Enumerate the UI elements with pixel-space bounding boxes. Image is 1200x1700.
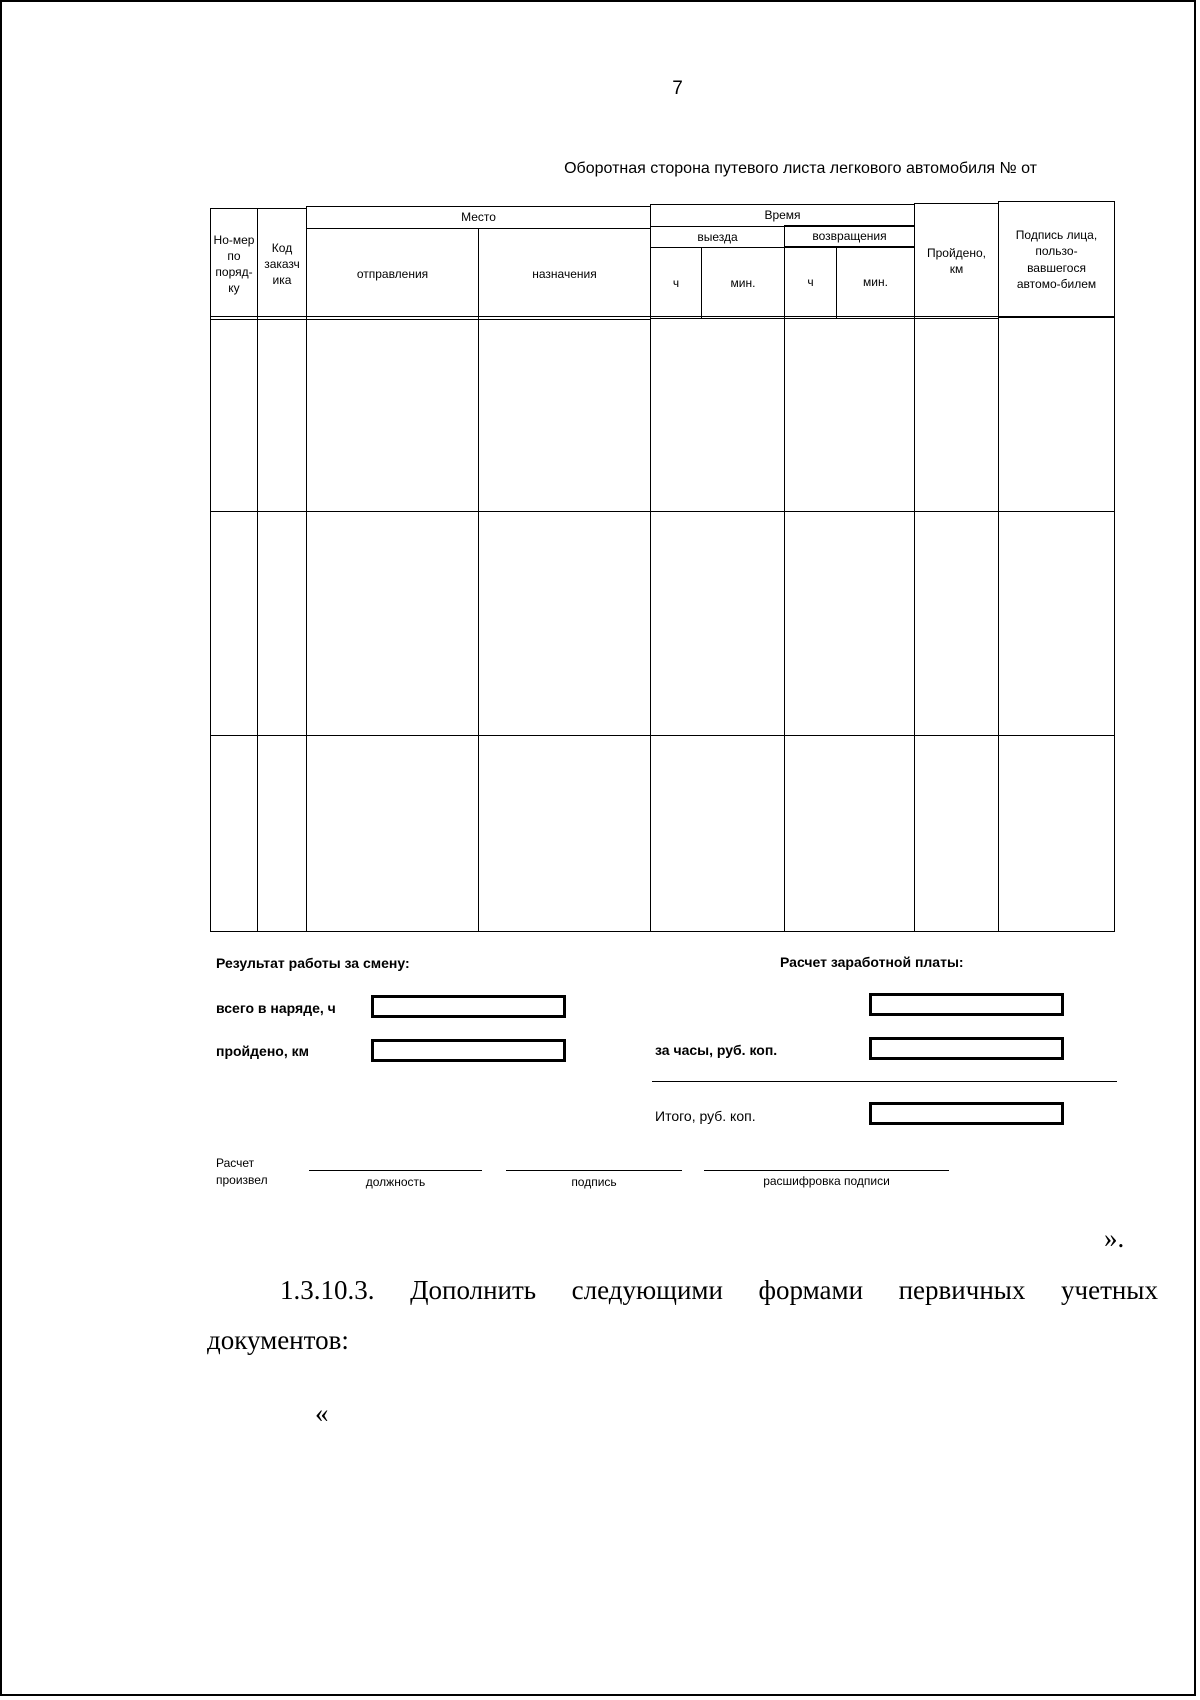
table-cell[interactable] bbox=[914, 735, 999, 932]
distance-label: пройдено, км bbox=[216, 1043, 309, 1059]
form-title: Оборотная сторона путевого листа легкового автомобиля № от bbox=[564, 160, 1037, 177]
opening-quote: « bbox=[315, 1398, 329, 1428]
table-cell[interactable] bbox=[257, 316, 307, 512]
header-row-number: Но-мер по поряд-ку bbox=[210, 208, 258, 320]
table-cell[interactable] bbox=[478, 511, 651, 736]
header-leave-hours: ч bbox=[650, 247, 702, 319]
signoff-label-line2: произвел bbox=[216, 1173, 268, 1188]
table-cell[interactable] bbox=[914, 316, 999, 512]
table-cell[interactable] bbox=[998, 735, 1115, 932]
header-time: Время bbox=[650, 204, 915, 227]
table-cell[interactable] bbox=[650, 511, 785, 736]
total-hours-field[interactable] bbox=[371, 995, 566, 1018]
signoff-label bbox=[216, 1155, 268, 1190]
header-return-minutes: мин. bbox=[836, 246, 915, 319]
paragraph-line-2: документов: bbox=[207, 1325, 349, 1355]
decode-line[interactable] bbox=[704, 1170, 949, 1171]
signoff-label-line1: Расчет bbox=[216, 1156, 255, 1170]
table-cell[interactable] bbox=[784, 511, 915, 736]
header-leave-minutes: мин. bbox=[701, 247, 785, 319]
header-client-code: Код заказч ика bbox=[257, 208, 307, 320]
paragraph-word: формами bbox=[758, 1275, 864, 1305]
table-cell[interactable] bbox=[257, 511, 307, 736]
paragraph-word: учетных bbox=[1061, 1275, 1158, 1305]
closing-quote: ». bbox=[1104, 1223, 1125, 1253]
total-hours-label: всего в наряде, ч bbox=[216, 1000, 336, 1016]
table-cell[interactable] bbox=[257, 735, 307, 932]
page-number: 7 bbox=[672, 78, 683, 99]
paragraph-word: следующими bbox=[571, 1275, 723, 1305]
salary-hours-field[interactable] bbox=[869, 1037, 1064, 1060]
paragraph-word: первичных bbox=[898, 1275, 1026, 1305]
position-line[interactable] bbox=[309, 1170, 482, 1171]
table-cell[interactable] bbox=[914, 511, 999, 736]
signature-line[interactable] bbox=[506, 1170, 682, 1171]
table-cell[interactable] bbox=[784, 316, 915, 512]
salary-divider bbox=[652, 1081, 1117, 1082]
salary-total-field[interactable] bbox=[869, 1102, 1064, 1125]
table-cell[interactable] bbox=[210, 511, 258, 736]
header-return-hours: ч bbox=[784, 246, 837, 319]
table-cell[interactable] bbox=[306, 511, 479, 736]
header-leave: выезда bbox=[650, 226, 785, 248]
table-cell[interactable] bbox=[998, 316, 1115, 512]
salary-first-field[interactable] bbox=[869, 993, 1064, 1016]
salary-heading: Расчет заработной платы: bbox=[780, 954, 964, 970]
table-cell[interactable] bbox=[210, 735, 258, 932]
table-cell[interactable] bbox=[650, 735, 785, 932]
table-cell[interactable] bbox=[306, 316, 479, 512]
table-cell[interactable] bbox=[478, 735, 651, 932]
header-place: Место bbox=[306, 206, 651, 229]
header-return: возвращения bbox=[784, 225, 915, 248]
header-distance: Пройдено, км bbox=[914, 203, 999, 319]
position-caption: должность bbox=[365, 1175, 426, 1189]
decode-caption: расшифровка подписи bbox=[763, 1174, 890, 1188]
results-heading: Результат работы за смену: bbox=[216, 955, 410, 971]
header-signature: Подпись лица, пользо-вавшегося автомо-билем bbox=[998, 201, 1115, 318]
paragraph-line-1 bbox=[280, 1275, 1158, 1306]
table-cell[interactable] bbox=[784, 735, 915, 932]
header-departure: отправления bbox=[306, 228, 479, 320]
salary-total-label: Итого, руб. коп. bbox=[655, 1108, 756, 1124]
paragraph-word: Дополнить bbox=[410, 1275, 537, 1305]
salary-hours-label: за часы, руб. коп. bbox=[655, 1042, 778, 1058]
header-destination: назначения bbox=[478, 228, 651, 320]
table-cell[interactable] bbox=[210, 316, 258, 512]
trip-table bbox=[210, 203, 1114, 931]
distance-field[interactable] bbox=[371, 1039, 566, 1062]
table-cell[interactable] bbox=[998, 511, 1115, 736]
table-cell[interactable] bbox=[306, 735, 479, 932]
paragraph-word: 1.3.10.3. bbox=[280, 1275, 375, 1305]
signature-caption: подпись bbox=[571, 1175, 617, 1189]
table-cell[interactable] bbox=[478, 316, 651, 512]
table-cell[interactable] bbox=[650, 316, 785, 512]
